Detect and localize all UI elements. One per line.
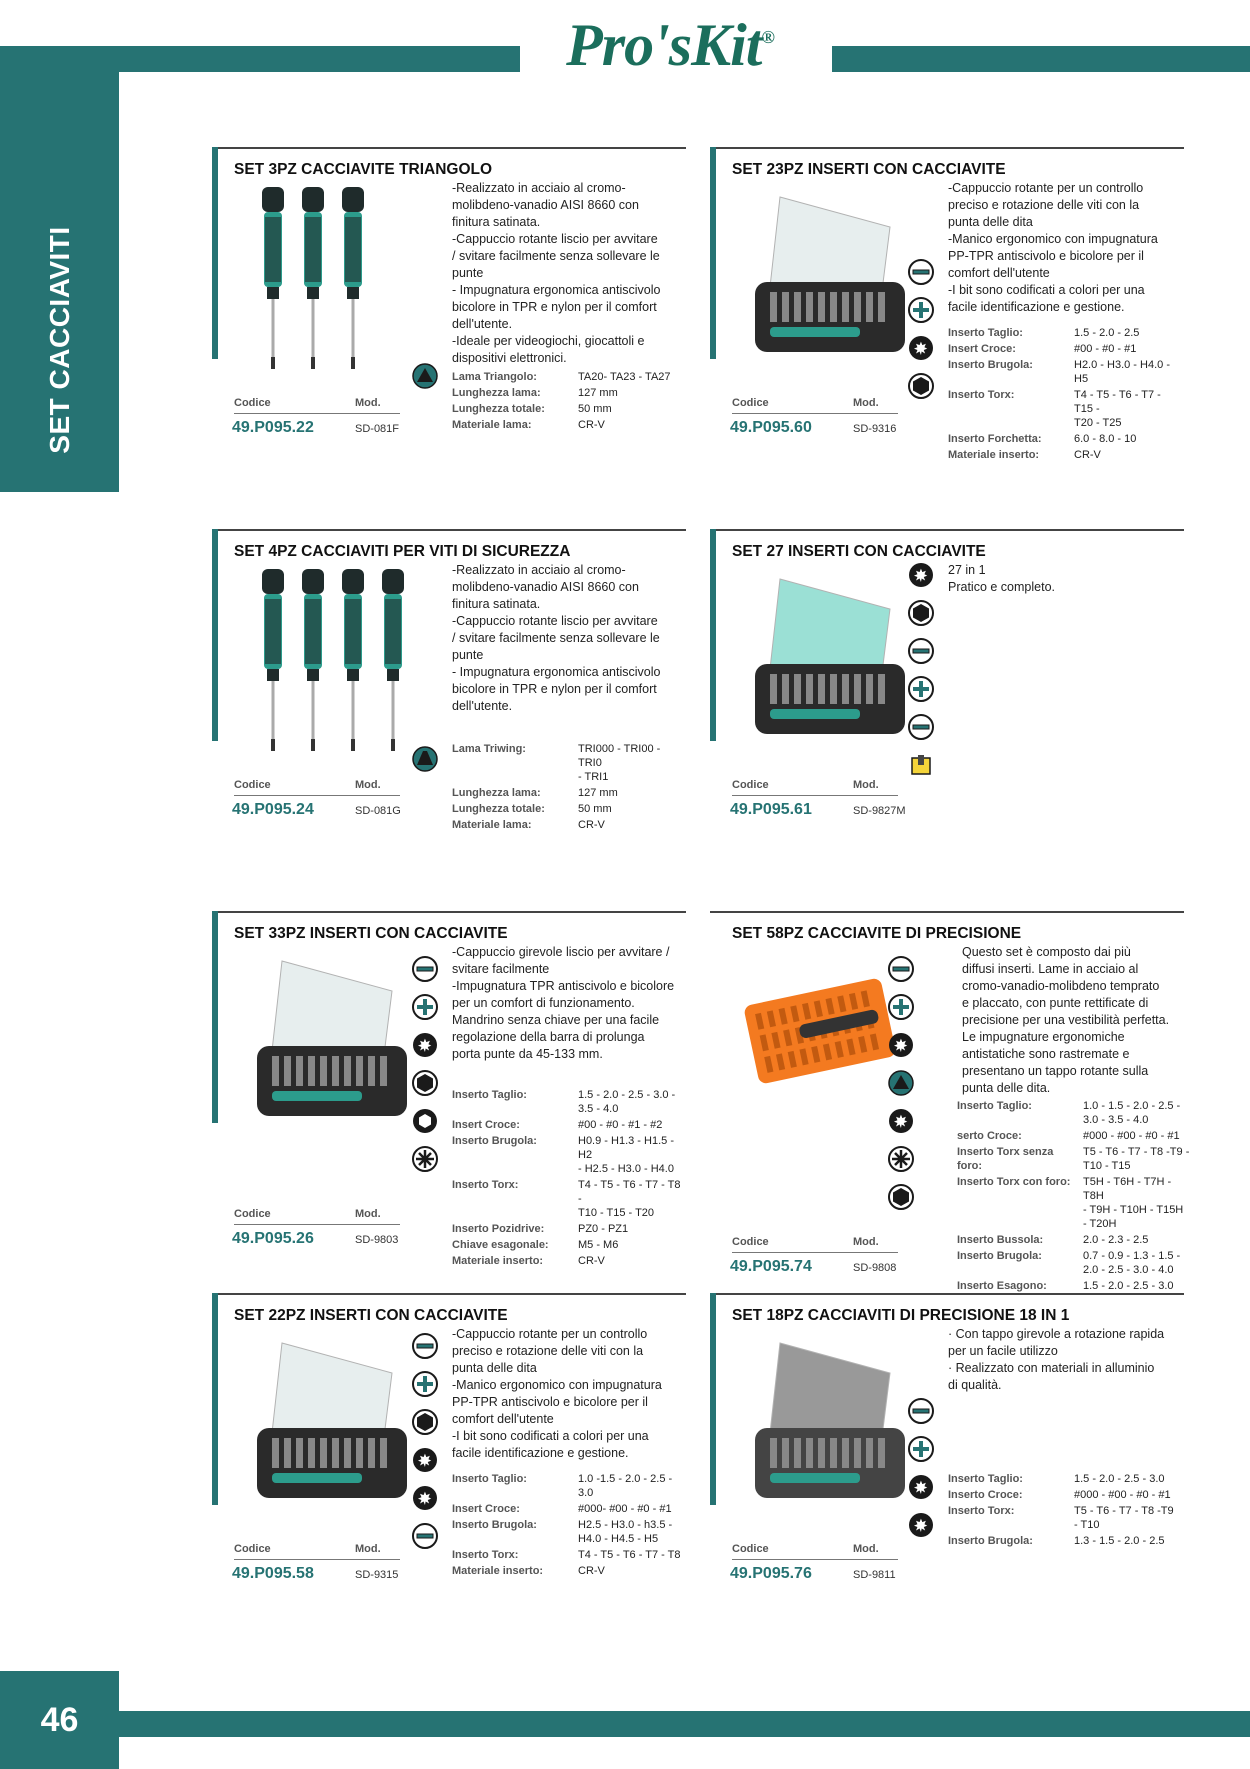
spec-row <box>452 1563 686 1579</box>
bit-icons <box>908 562 934 790</box>
torx-bit-icon <box>908 562 934 588</box>
mod-label: Mod. <box>355 1208 381 1220</box>
card-accent-bar <box>212 1293 218 1505</box>
spec-value: 127 mm <box>578 387 618 399</box>
fork-bit-icon <box>908 752 934 778</box>
phillips-bit-icon <box>412 994 438 1020</box>
product-card <box>212 1293 686 1593</box>
spec-key: Lama Triangolo: <box>452 371 537 383</box>
product-title: SET 18PZ CACCIAVITI DI PRECISIONE 18 IN 1 <box>732 1307 1070 1324</box>
spec-table <box>452 741 686 833</box>
torx-bit-icon <box>412 1447 438 1473</box>
spec-value: H0.9 - H1.3 - H1.5 - H2 - H2.5 - H3.0 - H4.0 <box>578 1135 674 1175</box>
spec-table <box>452 1087 686 1269</box>
hex-bit-icon <box>412 1070 438 1096</box>
mod-label: Mod. <box>355 1543 381 1555</box>
spec-row <box>452 1547 686 1563</box>
model-number: SD-081F <box>355 423 400 435</box>
hex-socket-icon <box>412 1108 438 1134</box>
product-card <box>710 911 1190 1292</box>
spec-table <box>957 1098 1191 1294</box>
product-image <box>740 1333 920 1518</box>
spec-key: Insert Croce: <box>452 1503 520 1515</box>
codice-label: Codice <box>234 1208 271 1220</box>
spec-value: 6.0 - 8.0 - 10 <box>1074 433 1137 445</box>
product-description: -Realizzato in acciaio al cromo- molibdeno-vanadio AISI 8660 con finitura satinata. -Cappuccio rotante liscio per avvitare / svitare facilmente senza sollevare le punte - Impugnatura ergonomica antiscivolo bicolore in TPR e nylon per il comfort dell'utente. <box>452 563 661 713</box>
spec-key: Inserto Pozidrive: <box>452 1223 545 1235</box>
spec-key: Lunghezza totale: <box>452 403 545 415</box>
product-code: 49.P095.24 <box>232 801 314 818</box>
card-divider <box>710 911 1184 913</box>
product-title: SET 27 INSERTI CON CACCIAVITE <box>732 543 986 560</box>
product-code: 49.P095.74 <box>730 1258 812 1275</box>
spec-row <box>452 1471 686 1501</box>
spec-key: Lunghezza lama: <box>452 787 541 799</box>
card-accent-bar <box>212 529 218 741</box>
code-underline <box>234 1224 400 1225</box>
spec-value: T4 - T5 - T6 - T7 - T15 - T20 - T25 <box>1074 389 1161 429</box>
brand-logo: Pro'sKit® <box>566 12 774 78</box>
spec-value: #000- #00 - #0 - #1 <box>578 1503 672 1515</box>
spec-key: Inserto Brugola: <box>957 1250 1042 1262</box>
mod-label: Mod. <box>853 1236 879 1248</box>
spec-table <box>452 1471 686 1579</box>
spec-row <box>452 785 686 801</box>
torx-bit-icon <box>908 1512 934 1538</box>
spec-value: 50 mm <box>578 403 612 415</box>
spec-key: Inserto Brugola: <box>948 359 1033 371</box>
spec-row <box>452 369 686 385</box>
spec-row <box>452 417 686 433</box>
spec-row <box>452 401 686 417</box>
product-title: SET 23PZ INSERTI CON CACCIAVITE <box>732 161 1006 178</box>
spec-value: 1.5 - 2.0 - 2.5 - 3.0 - 3.5 - 4.0 <box>578 1089 676 1115</box>
torx-bit-icon <box>412 1485 438 1511</box>
spec-value: 1.5 - 2.0 - 2.5 - 3.0 <box>1083 1280 1174 1292</box>
card-divider <box>212 911 686 913</box>
product-card <box>212 911 686 1267</box>
product-code: 49.P095.61 <box>730 801 812 818</box>
spec-value: M5 - M6 <box>578 1239 619 1251</box>
model-number: SD-9808 <box>853 1262 897 1274</box>
mod-label: Mod. <box>853 779 879 791</box>
spec-key: Inserto Brugola: <box>452 1135 537 1147</box>
spec-value: CR-V <box>578 1255 605 1267</box>
spec-key: Inserto Torx: <box>948 389 1015 401</box>
spec-key: Materiale inserto: <box>452 1255 544 1267</box>
triangle-bit-icon <box>412 363 438 389</box>
spec-value: H2.5 - H3.0 - h3.5 - H4.0 - H4.5 - H5 <box>578 1519 673 1545</box>
product-image <box>740 569 920 754</box>
product-title: SET 22PZ INSERTI CON CACCIAVITE <box>234 1307 508 1324</box>
spec-row <box>957 1144 1191 1174</box>
spec-row <box>452 1237 686 1253</box>
spec-row <box>452 741 686 785</box>
code-underline <box>234 1559 400 1560</box>
product-description: -Cappuccio rotante per un controllo preciso e rotazione delle viti con la punta delle dita -Manico ergonomico con impugnatura PP-TPR antiscivolo e bicolore per il comfort dell'utente -I bit sono codificati a colori per una facile identificazione e gestione. <box>452 1327 662 1460</box>
spec-key: Inserto Torx con foro: <box>957 1176 1071 1188</box>
card-divider <box>212 147 686 149</box>
mod-label: Mod. <box>853 397 879 409</box>
spec-value: T5 - T6 - T7 - T8 -T9 - T10 <box>1074 1505 1174 1531</box>
spec-key: Inserto Esagono: <box>957 1280 1047 1292</box>
spec-row <box>948 387 1182 431</box>
spec-key: Inserto Torx: <box>948 1505 1015 1517</box>
product-image <box>740 951 910 1126</box>
spec-value: 1.0 - 1.5 - 2.0 - 2.5 - 3.0 - 3.5 - 4.0 <box>1083 1100 1181 1126</box>
card-accent-bar <box>212 147 218 359</box>
spec-key: Inserto Torx senza foro: <box>957 1146 1054 1172</box>
spec-row <box>957 1098 1191 1128</box>
spec-row <box>452 1253 686 1269</box>
spec-value: 1.5 - 2.0 - 2.5 <box>1074 327 1140 339</box>
spec-row <box>948 1471 1182 1487</box>
spec-row <box>957 1232 1191 1248</box>
spec-key: Insert Croce: <box>948 343 1016 355</box>
slotted-bit-icon <box>412 1333 438 1359</box>
phillips-bit-icon <box>412 1371 438 1397</box>
bit-icons <box>412 956 438 1184</box>
spec-row <box>948 1503 1182 1533</box>
code-underline <box>732 1252 898 1253</box>
code-underline <box>732 795 898 796</box>
product-code: 49.P095.58 <box>232 1565 314 1582</box>
codice-label: Codice <box>732 1543 769 1555</box>
spec-row <box>948 357 1182 387</box>
code-underline <box>732 1559 898 1560</box>
product-card <box>710 1293 1184 1593</box>
card-accent-bar <box>212 911 218 1123</box>
spec-value: #000 - #00 - #0 - #1 <box>1074 1489 1171 1501</box>
product-code: 49.P095.26 <box>232 1230 314 1247</box>
product-description: Questo set è composto dai più diffusi inserti. Lame in acciaio al cromo-vanadio-molibdeno temprato e placcato, con punte rettificate di precisione per una vestibilità perfetta. Le impugnature ergonomiche antistatiche sono rastremate e presentano un tappo rotante sulla punta delle dita. <box>962 945 1170 1095</box>
header-band-left <box>0 46 520 72</box>
spec-key: Inserto Torx: <box>452 1549 519 1561</box>
spec-key: Materiale lama: <box>452 419 532 431</box>
spec-value: CR-V <box>578 1565 605 1577</box>
phillips-bit-icon <box>908 676 934 702</box>
spec-value: 2.0 - 2.3 - 2.5 <box>1083 1234 1149 1246</box>
spec-key: Chiave esagonale: <box>452 1239 549 1251</box>
spec-row <box>957 1174 1191 1232</box>
pozidriv-bit-icon <box>412 1146 438 1172</box>
spec-value: TRI000 - TRI00 - TRI0 - TRI1 <box>578 743 661 783</box>
slotted-bit-icon <box>888 956 914 982</box>
spec-value: H2.0 - H3.0 - H4.0 - H5 <box>1074 359 1170 385</box>
pozidriv-bit-icon <box>888 1146 914 1172</box>
phillips-bit-icon <box>908 297 934 323</box>
product-description: -Realizzato in acciaio al cromo- molibdeno-vanadio AISI 8660 con finitura satinata. -Cappuccio rotante liscio per avvitare / svitare facilmente senza sollevare le punte - Impugnatura ergonomica antiscivolo bicolore in TPR e nylon per il comfort dell'utente. -Ideale per videogiochi, giocattoli e dispositivi elettronici. <box>452 181 661 365</box>
spec-table <box>452 369 686 433</box>
code-underline <box>732 413 898 414</box>
product-card <box>710 529 1184 829</box>
mod-label: Mod. <box>853 1543 879 1555</box>
codice-label: Codice <box>234 397 271 409</box>
card-accent-bar <box>710 1293 716 1505</box>
spec-value: #000 - #00 - #0 - #1 <box>1083 1130 1180 1142</box>
spec-key: Inserto Taglio: <box>948 327 1023 339</box>
torx-bit-icon <box>908 1474 934 1500</box>
card-accent-bar <box>710 147 716 359</box>
spec-key: Inserto Forchetta: <box>948 433 1042 445</box>
model-number: SD-9315 <box>355 1569 399 1581</box>
phillips-bit-icon <box>908 1436 934 1462</box>
spec-value: T4 - T5 - T6 - T7 - T8 <box>578 1549 681 1561</box>
product-image <box>740 187 920 372</box>
card-divider <box>212 1293 686 1295</box>
slotted-bit-icon <box>908 1398 934 1424</box>
spec-value: CR-V <box>578 819 605 831</box>
footer-band <box>119 1711 1250 1737</box>
spec-row <box>452 1117 686 1133</box>
product-image <box>242 569 422 774</box>
spec-value: #00 - #0 - #1 - #2 <box>578 1119 663 1131</box>
slotted-bit-icon <box>908 259 934 285</box>
spec-value: 1.0 -1.5 - 2.0 - 2.5 - 3.0 <box>578 1473 673 1499</box>
spec-row <box>948 341 1182 357</box>
phillips-bit-icon <box>888 994 914 1020</box>
bit-icons <box>908 1398 934 1550</box>
codice-label: Codice <box>234 779 271 791</box>
spec-key: Inserto Bussola: <box>957 1234 1044 1246</box>
spec-value: 0.7 - 0.9 - 1.3 - 1.5 - 2.0 - 2.5 - 3.0 - 4.0 <box>1083 1250 1181 1276</box>
spec-value: CR-V <box>578 419 605 431</box>
model-number: SD-9316 <box>853 423 897 435</box>
spec-key: Inserto Taglio: <box>452 1089 527 1101</box>
spec-key: Inserto Torx: <box>452 1179 519 1191</box>
codice-label: Codice <box>732 779 769 791</box>
torx-bit-icon <box>888 1108 914 1134</box>
spec-table <box>948 1471 1182 1549</box>
spec-key: Inserto Croce: <box>948 1489 1023 1501</box>
codice-label: Codice <box>732 1236 769 1248</box>
triangle-bit-icon <box>888 1070 914 1096</box>
product-description: 27 in 1 Pratico e completo. <box>948 563 1055 594</box>
torx-bit-icon <box>908 335 934 361</box>
spec-key: serto Croce: <box>957 1130 1022 1142</box>
mod-label: Mod. <box>355 779 381 791</box>
hex-bit-icon <box>412 1409 438 1435</box>
codice-label: Codice <box>732 397 769 409</box>
hex-bit-icon <box>908 373 934 399</box>
bit-icons <box>908 259 934 411</box>
product-title: SET 58PZ CACCIAVITE DI PRECISIONE <box>732 925 1022 942</box>
torx-bit-icon <box>412 1032 438 1058</box>
spec-value: CR-V <box>1074 449 1101 461</box>
bit-icons <box>412 363 438 401</box>
spec-row <box>452 1087 686 1117</box>
spec-row <box>957 1248 1191 1278</box>
spec-value: T5H - T6H - T7H - T8H - T9H - T10H - T15H - T20H <box>1083 1176 1184 1230</box>
product-description: -Cappuccio girevole liscio per avvitare / svitare facilmente -Impugnatura TPR antiscivolo e bicolore per un comfort di funzionamento. Mandrino senza chiave per una facile regolazione della barra di prolunga porta punte da 45-133 mm. <box>452 945 675 1061</box>
card-divider <box>710 1293 1184 1295</box>
spec-value: PZ0 - PZ1 <box>578 1223 629 1235</box>
slotted-bit-icon <box>412 1523 438 1549</box>
spec-row <box>452 1517 686 1547</box>
slotted-bit-icon <box>412 956 438 982</box>
triwing-bit-icon <box>412 746 438 772</box>
product-description: -Cappuccio rotante per un controllo preciso e rotazione delle viti con la punta delle dita -Manico ergonomico con impugnatura PP-TPR antiscivolo e bicolore per il comfort dell'utente -I bit sono codificati a colori per una facile identificazione e gestione. <box>948 181 1158 314</box>
spec-key: Materiale inserto: <box>452 1565 544 1577</box>
spec-value: T4 - T5 - T6 - T7 - T8 - T10 - T15 - T20 <box>578 1179 681 1219</box>
side-label: SET CACCIAVITI <box>44 226 75 454</box>
spec-row <box>948 447 1182 463</box>
codice-label: Codice <box>234 1543 271 1555</box>
spec-key: Inserto Brugola: <box>452 1519 537 1531</box>
spec-row <box>452 801 686 817</box>
code-underline <box>234 795 400 796</box>
spec-row <box>452 1133 686 1177</box>
spec-row <box>948 431 1182 447</box>
spec-key: Insert Croce: <box>452 1119 520 1131</box>
bit-icons <box>412 1333 438 1561</box>
spec-key: Inserto Brugola: <box>948 1535 1033 1547</box>
spec-row <box>957 1278 1191 1294</box>
card-accent-bar <box>710 529 716 741</box>
product-image <box>242 951 422 1136</box>
spec-key: Materiale inserto: <box>948 449 1040 461</box>
bit-icons <box>888 956 914 1222</box>
torx-bit-icon <box>888 1032 914 1058</box>
product-card <box>710 147 1184 461</box>
spec-row <box>948 1487 1182 1503</box>
product-title: SET 3PZ CACCIAVITE TRIANGOLO <box>234 161 493 178</box>
spec-row <box>452 817 686 833</box>
spec-key: Inserto Taglio: <box>452 1473 527 1485</box>
spec-key: Inserto Taglio: <box>957 1100 1032 1112</box>
spec-row <box>452 1221 686 1237</box>
product-title: SET 33PZ INSERTI CON CACCIAVITE <box>234 925 508 942</box>
model-number: SD-9811 <box>853 1569 896 1581</box>
spec-row <box>948 325 1182 341</box>
product-image <box>242 1333 422 1518</box>
spec-key: Materiale lama: <box>452 819 532 831</box>
model-number: SD-9803 <box>355 1234 399 1246</box>
spec-row <box>948 1533 1182 1549</box>
spec-row <box>957 1128 1191 1144</box>
hex-bit-icon <box>908 600 934 626</box>
model-number: SD-081G <box>355 805 401 817</box>
slotted-bit-icon <box>908 638 934 664</box>
bit-icons <box>412 746 438 784</box>
spec-value: 1.5 - 2.0 - 2.5 - 3.0 <box>1074 1473 1165 1485</box>
spec-value: TA20- TA23 - TA27 <box>578 371 671 383</box>
spec-key: Lama Triwing: <box>452 743 526 755</box>
product-code: 49.P095.76 <box>730 1565 812 1582</box>
product-card <box>212 147 686 447</box>
code-underline <box>234 413 400 414</box>
spec-key: Inserto Taglio: <box>948 1473 1023 1485</box>
spec-table <box>948 325 1182 463</box>
spec-value: 127 mm <box>578 787 618 799</box>
header-band-right <box>832 46 1250 72</box>
mod-label: Mod. <box>355 397 381 409</box>
spec-row <box>452 1501 686 1517</box>
spec-key: Lunghezza lama: <box>452 387 541 399</box>
card-divider <box>710 529 1184 531</box>
card-divider <box>710 147 1184 149</box>
product-image <box>242 187 422 392</box>
product-card <box>212 529 686 829</box>
slotted-bit-icon <box>908 714 934 740</box>
spec-value: #00 - #0 - #1 <box>1074 343 1137 355</box>
product-description: · Con tappo girevole a rotazione rapida per un facile utilizzo · Realizzato con materiali in alluminio di qualità. <box>948 1327 1165 1392</box>
card-divider <box>212 529 686 531</box>
hex-bit-icon <box>888 1184 914 1210</box>
spec-key: Lunghezza totale: <box>452 803 545 815</box>
product-code: 49.P095.22 <box>232 419 314 436</box>
spec-row <box>452 385 686 401</box>
spec-value: 50 mm <box>578 803 612 815</box>
model-number: SD-9827M <box>853 805 906 817</box>
product-title: SET 4PZ CACCIAVITI PER VITI DI SICUREZZA <box>234 543 571 560</box>
product-code: 49.P095.60 <box>730 419 812 436</box>
page-number: 46 <box>0 1671 119 1769</box>
spec-row <box>452 1177 686 1221</box>
spec-value: 1.3 - 1.5 - 2.0 - 2.5 <box>1074 1535 1165 1547</box>
spec-value: T5 - T6 - T7 - T8 -T9 - T10 - T15 <box>1083 1146 1190 1172</box>
